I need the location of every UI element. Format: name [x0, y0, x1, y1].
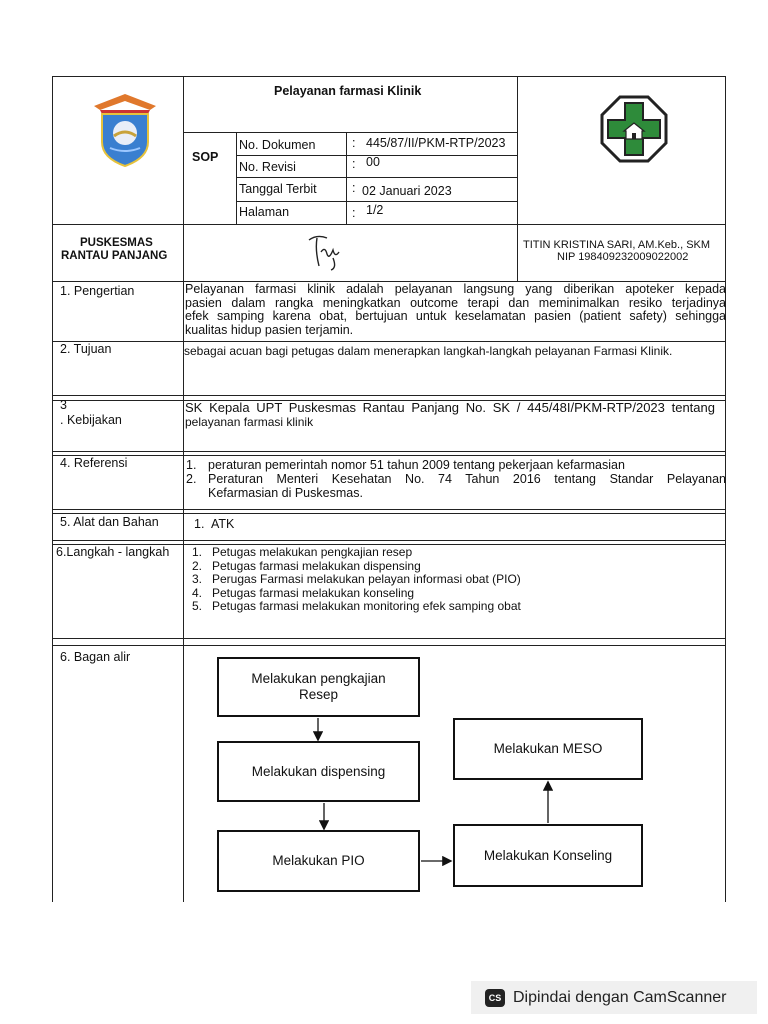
org-name-line2: RANTAU PANJANG — [61, 250, 168, 262]
flow-box-meso: Melakukan MESO — [453, 718, 643, 780]
alat-label: 5. Alat dan Bahan — [60, 515, 159, 529]
doc-number-sep: : — [352, 136, 356, 150]
list-item: 1. Petugas melakukan pengkajian resep — [192, 545, 413, 559]
document-title: Pelayanan farmasi Klinik — [274, 84, 422, 98]
alat-item-1-text: ATK — [211, 517, 235, 531]
tujuan-text: sebagai acuan bagi petugas dalam menerapkan langkah-langkah pelayanan Farmasi Klinik. — [184, 344, 673, 358]
list-item: 2. Petugas farmasi melakukan dispensing — [192, 558, 421, 573]
referensi-label: 4. Referensi — [60, 456, 128, 470]
issue-date-value: 02 Januari 2023 — [362, 184, 452, 198]
issue-date-label: Tanggal Terbit — [239, 182, 317, 196]
page-value: 1/2 — [366, 203, 384, 217]
referensi-item-1-text: peraturan pemerintah nomor 51 tahun 2009 tentang pekerjaan kefarmasian — [208, 458, 625, 472]
sop-label: SOP — [192, 150, 219, 164]
langkah-label: 6.Langkah - langkah — [56, 545, 170, 559]
referensi-item-2-text: Peraturan Menteri Kesehatan No. 74 Tahun 2016 tentang Standar Pelayanan Kefarmasian di Puskesmas. — [208, 472, 726, 500]
pengertian-text: Pelayanan farmasi klinik adalah pelayanan langsung yang diberikan apoteker kepada pasien dalam rangka meningkatkan outcome terapi dan meminimalkan resiko terjadinya efek samping karena obat, bertujuan untuk keselamatan pasien (patient safety) sehingga kualitas hidup pasien terjamin. — [185, 282, 726, 337]
issue-date-sep: : — [352, 181, 356, 195]
kebijakan-label-number: 3 — [60, 398, 67, 412]
revision-value: 00 — [366, 155, 380, 169]
list-item: 5. Petugas farmasi melakukan monitoring efek samping obat — [192, 599, 521, 613]
org-name-line1: PUSKESMAS — [80, 237, 153, 249]
revision-label: No. Revisi — [239, 160, 296, 174]
referensi-item-2-num: 2. — [186, 472, 197, 486]
flow-box-konseling: Melakukan Konseling — [453, 824, 643, 887]
kebijakan-text: SK Kepala UPT Puskesmas Rantau Panjang No. SK / 445/48I/PKM-RTP/2023 tentang pelayanan farmasi klinik — [185, 400, 715, 429]
referensi-item-1-num: 1. — [186, 458, 197, 472]
flow-box-pengkajian: Melakukan pengkajian Resep — [217, 657, 420, 717]
page-label: Halaman — [239, 205, 290, 219]
bagan-label: 6. Bagan alir — [60, 650, 131, 664]
camscanner-logo-icon: CS — [485, 989, 505, 1007]
pengertian-label: 1. Pengertian — [60, 284, 135, 298]
flow-box-dispensing: Melakukan dispensing — [217, 741, 420, 802]
list-item: 4. Petugas farmasi melakukan konseling — [192, 585, 415, 600]
kebijakan-label: . Kebijakan — [60, 413, 122, 427]
page-sep: : — [352, 206, 356, 220]
flow-box-pio: Melakukan PIO — [217, 830, 420, 892]
signer-nip: NIP 198409232009022002 — [557, 251, 689, 263]
doc-number-label: No. Dokumen — [239, 138, 316, 152]
camscanner-watermark — [471, 981, 757, 1014]
doc-number-value: 445/87/II/PKM-RTP/2023 — [366, 136, 506, 150]
list-item: 3. Perugas Farmasi melakukan pelayan informasi obat (PIO) — [192, 572, 521, 586]
signer-name: TITIN KRISTINA SARI, AM.Keb., SKM — [523, 239, 711, 251]
camscanner-text: Dipindai dengan CamScanner — [513, 988, 727, 1006]
alat-item-1-num: 1. — [194, 517, 205, 531]
revision-sep: : — [352, 157, 356, 171]
tujuan-label: 2. Tujuan — [60, 342, 112, 356]
